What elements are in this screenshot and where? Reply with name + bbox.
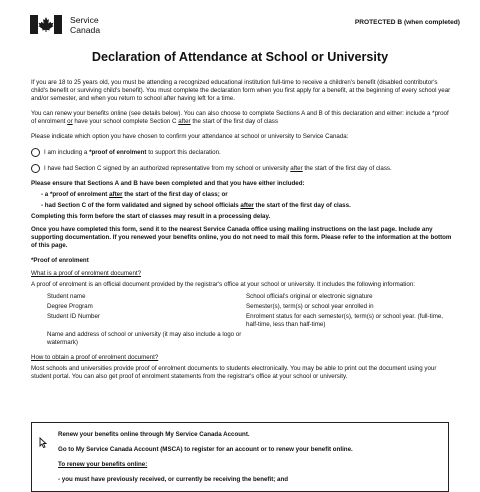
- proof-item: Degree Program: [47, 303, 93, 310]
- option-proof-of-enrolment[interactable]: [31, 148, 453, 157]
- option-section-c[interactable]: [31, 164, 453, 173]
- intro-paragraph-1: If you are 18 to 25 years old, you must be attending a recognized educational institution full-time to receive a children's benefit (disabled contributor's child's benefit or surviving child's benefit). You must complete the declaration form when you first apply for a benefit, at the beginning of every school year and/or semester, and when you return to school after having left for a time.: [31, 79, 451, 102]
- proof-question-2: How to obtain a proof of enrolment document?: [31, 354, 159, 361]
- protected-label: PROTECTED B (when completed): [354, 19, 460, 26]
- header: [30, 15, 460, 41]
- proof-item: Student ID Number: [47, 313, 100, 320]
- online-line-4: - you must have previously received, or currently be receiving the benefit; and: [58, 476, 289, 483]
- form-body: [31, 79, 453, 388]
- send-instructions: Once you have completed this form, send it to the nearest Service Canada office using mailing instructions on the last page. Include any supporting documentation. If you renewed your benefits online, you do not need to mail this form. Please refer to the information at the bottom of this page.: [31, 226, 452, 249]
- ensure-bullet-2: - had Section C of the form validated and signed by school officials after the start of the first day of class.: [41, 202, 351, 209]
- online-renewal-box: [31, 422, 449, 492]
- proof-item: Semester(s), term(s) or school year enrolled in: [246, 303, 374, 310]
- online-renewal-text: [58, 431, 438, 491]
- ensure-bullet-1: - a *proof of enrolment after the start of the first day of class; or: [41, 191, 228, 198]
- proof-item: Name and address of school or university (it may also include a logo or watermark): [47, 331, 242, 346]
- proof-obtain-text: Most schools and universities provide proof of enrolment documents to students electronically. You may be able to print out the document using your student portal. You can also get proof of enrolment statements from the registrar's office at your school or university.: [31, 365, 437, 380]
- service-canada-wordmark: [70, 16, 100, 35]
- ensure-line: Please ensure that Sections A and B have been completed and that you have either included:: [31, 180, 305, 187]
- option-2-radio[interactable]: [31, 164, 40, 173]
- mouse-icon: [37, 437, 49, 449]
- online-line-3: To renew your benefits online:: [58, 461, 148, 468]
- org-line-1: Service: [70, 15, 99, 25]
- option-1-radio[interactable]: [31, 148, 40, 157]
- proof-description: A proof of enrolment is an official document provided by the registrar's office at your school or university. It includes the following information:: [31, 281, 415, 288]
- processing-delay-note: Completing this form before the start of classes may result in a processing delay.: [31, 213, 271, 220]
- org-line-2: Canada: [70, 24, 101, 35]
- proof-heading: *Proof of enrolment: [31, 257, 89, 264]
- proof-item: School official's original or electronic signature: [246, 293, 373, 300]
- proof-question-1: What is a proof of enrolment document?: [31, 270, 142, 277]
- proof-item: Student name: [47, 293, 86, 300]
- online-line-1: Renew your benefits online through My Service Canada Account.: [58, 431, 250, 438]
- option-1-label: I am including a *proof of enrolment to support this declaration.: [44, 148, 221, 156]
- option-2-label: I have had Section C signed by an authorized representative from my school or university after the start of the first day of class.: [44, 164, 392, 172]
- intro-paragraph-2: You can renew your benefits online (see details below). You can also choose to complete Sections A and B of this declaration and either: include a *proof of enrolment or have your school complete Section C after the start of the first day of class: [31, 110, 449, 125]
- intro-paragraph-3: Please indicate which option you have chosen to confirm your attendance at school or university to Service Canada:: [31, 133, 349, 140]
- ensure-block: [31, 180, 453, 221]
- online-line-2: Go to My Service Canada Account (MSCA) to register for an account or to renew your benefit online.: [58, 446, 353, 453]
- proof-info-list: [47, 293, 453, 349]
- page-title: Declaration of Attendance at School or University: [91, 50, 389, 64]
- canada-flag-icon: [30, 15, 62, 34]
- proof-item: Enrolment status for each semester(s), term(s) or school year. (full-time, half-time, less than half-time): [246, 313, 444, 328]
- proof-item: [246, 331, 456, 347]
